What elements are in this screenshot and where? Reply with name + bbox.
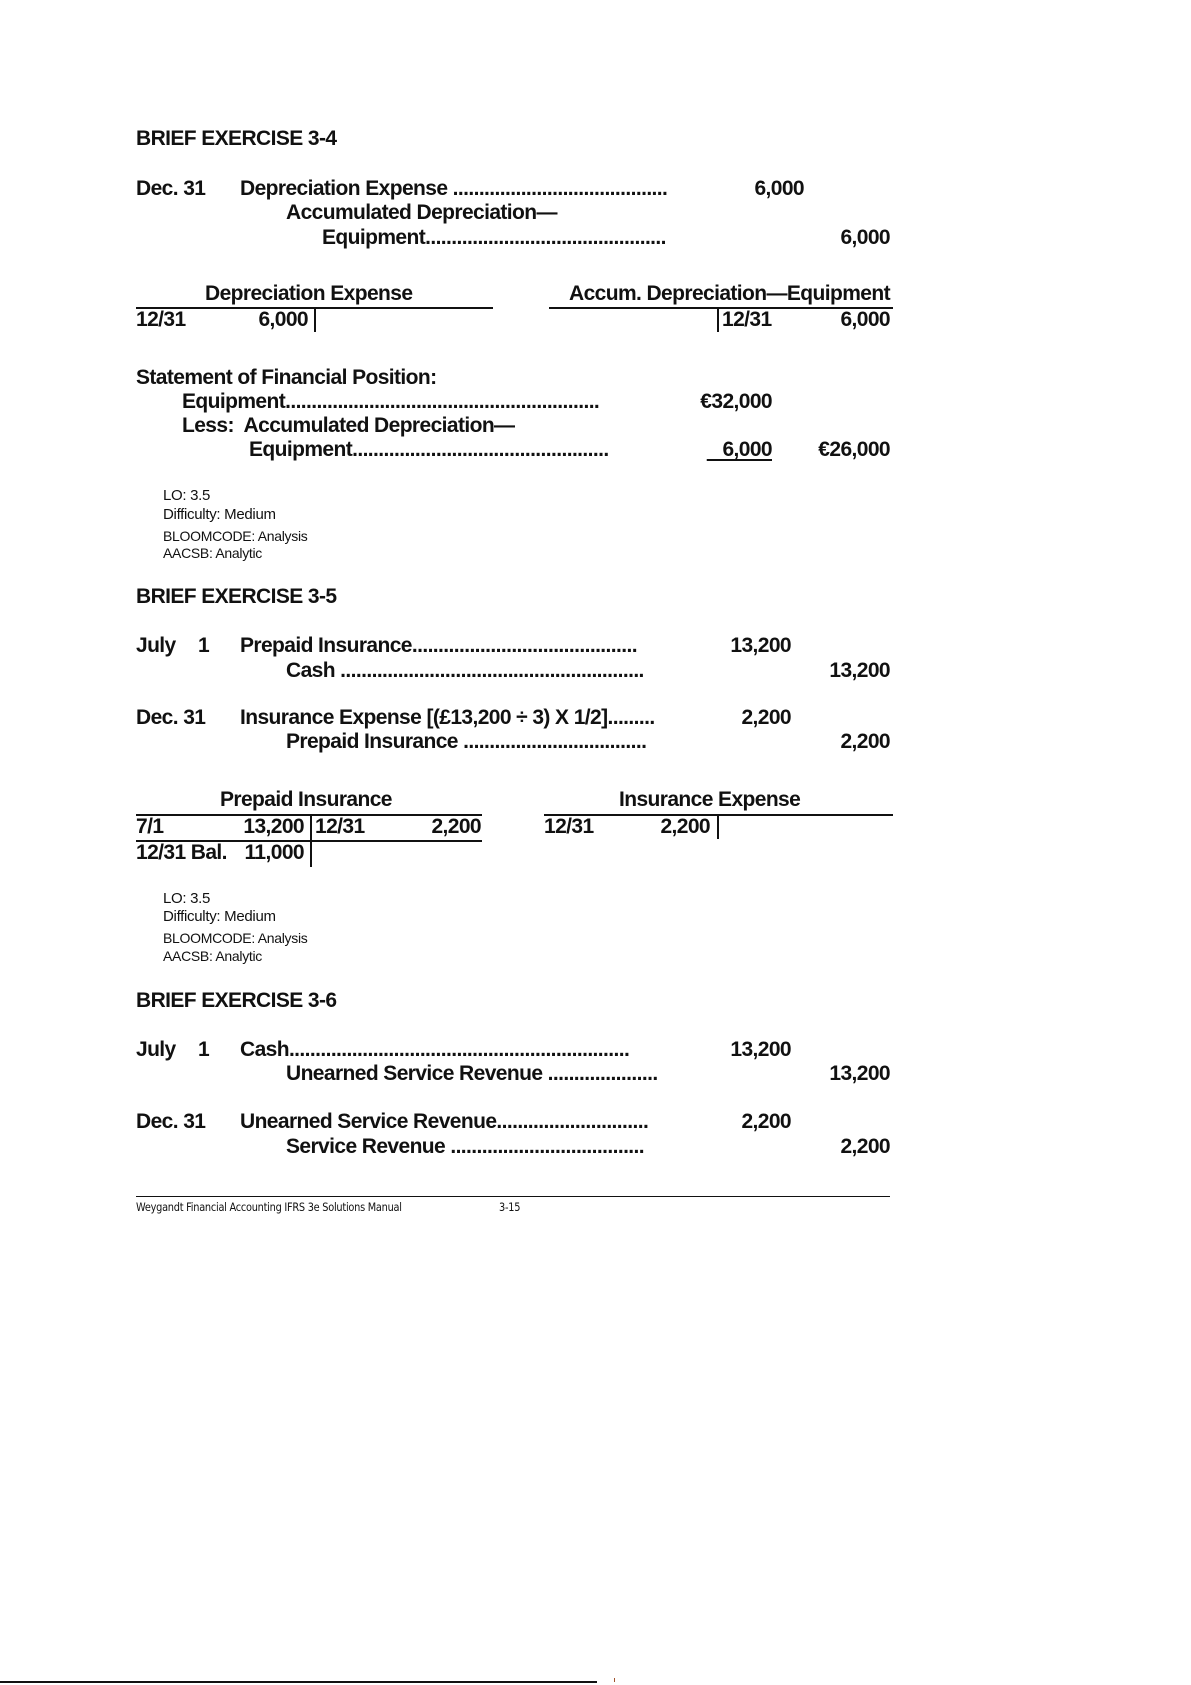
meta-lo: LO: 3.5 bbox=[163, 487, 211, 504]
heading-be-3-5: BRIEF EXERCISE 3-5 bbox=[136, 585, 337, 608]
meta-aacsb: AACSB: Analytic bbox=[163, 545, 262, 561]
entry-month: Dec. 31 bbox=[136, 1110, 206, 1133]
t-left-date: 12/31 bbox=[136, 308, 186, 331]
sfp-equipment: Equipment............................................................ bbox=[182, 390, 600, 413]
meta-bloomcode: BLOOMCODE: Analysis bbox=[163, 930, 308, 946]
debit-amount: 13,200 bbox=[730, 634, 791, 657]
t-left-date: 12/31 bbox=[544, 815, 594, 838]
debit-amount: 2,200 bbox=[741, 1110, 791, 1133]
t-right-amount: 2,200 bbox=[431, 815, 481, 838]
t-account-divider bbox=[314, 308, 316, 332]
t-right-amount: 6,000 bbox=[840, 308, 890, 331]
entry-month: July bbox=[136, 1038, 176, 1061]
t-account-title: Depreciation Expense bbox=[205, 282, 413, 305]
entry-day: 1 bbox=[198, 1038, 210, 1061]
credit-account: Unearned Service Revenue ..................... bbox=[286, 1062, 658, 1085]
debit-amount: 13,200 bbox=[730, 1038, 791, 1061]
t-account-divider bbox=[717, 815, 719, 839]
page-mark bbox=[614, 1678, 615, 1682]
heading-be-3-6: BRIEF EXERCISE 3-6 bbox=[136, 989, 337, 1012]
t-account-rule bbox=[136, 814, 482, 816]
t-account-divider bbox=[717, 308, 719, 332]
credit-amount: 2,200 bbox=[840, 1135, 890, 1158]
t-account-title: Accum. Depreciation—Equipment bbox=[569, 282, 890, 305]
t-left-amount: 2,200 bbox=[660, 815, 710, 838]
entry-day: 1 bbox=[198, 634, 210, 657]
entry-date: Dec. 31 bbox=[136, 177, 206, 200]
debit-account: Cash................................................................. bbox=[240, 1038, 630, 1061]
sfp-less: Less: Accumulated Depreciation— bbox=[182, 414, 515, 437]
sfp-title: Statement of Financial Position: bbox=[136, 366, 437, 389]
credit-amount: 6,000 bbox=[840, 226, 890, 249]
debit-account: Prepaid Insurance........................................... bbox=[240, 634, 637, 657]
credit-amount: 13,200 bbox=[829, 1062, 890, 1085]
entry-month: Dec. 31 bbox=[136, 706, 206, 729]
footer-page-number: 3-15 bbox=[499, 1200, 521, 1214]
t-account-rule bbox=[544, 814, 893, 816]
entry-month: July bbox=[136, 634, 176, 657]
credit-account: Service Revenue ..................................... bbox=[286, 1135, 645, 1158]
sfp-net-amount: €26,000 bbox=[818, 438, 890, 461]
sfp-less-equipment: Equipment................................................. bbox=[249, 438, 609, 461]
sfp-less-amount: 6,000 bbox=[706, 438, 772, 461]
t-right-date: 12/31 bbox=[315, 815, 365, 838]
t-account-title: Insurance Expense bbox=[619, 788, 801, 811]
t-left-amount: 13,200 bbox=[243, 815, 304, 838]
meta-difficulty: Difficulty: Medium bbox=[163, 506, 276, 523]
heading-be-3-4: BRIEF EXERCISE 3-4 bbox=[136, 127, 337, 150]
t-balance-label: 12/31 Bal. bbox=[136, 841, 227, 864]
meta-aacsb: AACSB: Analytic bbox=[163, 948, 262, 964]
t-balance-amount: 11,000 bbox=[244, 841, 304, 864]
t-left-date: 7/1 bbox=[136, 815, 164, 838]
debit-amount: 2,200 bbox=[741, 706, 791, 729]
meta-lo: LO: 3.5 bbox=[163, 890, 211, 907]
credit-amount: 2,200 bbox=[840, 730, 890, 753]
sfp-equipment-amount: €32,000 bbox=[700, 390, 772, 413]
credit-account-line2: Equipment.............................................. bbox=[322, 226, 666, 249]
page-bottom-rule bbox=[0, 1681, 597, 1683]
meta-difficulty: Difficulty: Medium bbox=[163, 908, 276, 925]
credit-account: Prepaid Insurance ................................... bbox=[286, 730, 647, 753]
debit-amount: 6,000 bbox=[754, 177, 804, 200]
credit-account: Cash .......................................................... bbox=[286, 659, 644, 682]
credit-amount: 13,200 bbox=[829, 659, 890, 682]
t-account-title: Prepaid Insurance bbox=[220, 788, 392, 811]
footer-rule bbox=[136, 1196, 890, 1197]
meta-bloomcode: BLOOMCODE: Analysis bbox=[163, 528, 308, 544]
footer-text: Weygandt Financial Accounting IFRS 3e Solutions Manual bbox=[136, 1200, 402, 1214]
debit-account: Insurance Expense [(£13,200 ÷ 3) X 1/2]......... bbox=[240, 706, 655, 729]
t-right-date: 12/31 bbox=[722, 308, 772, 331]
t-left-amount: 6,000 bbox=[258, 308, 308, 331]
debit-account: Unearned Service Revenue............................. bbox=[240, 1110, 649, 1133]
credit-account-line1: Accumulated Depreciation— bbox=[286, 201, 557, 224]
debit-account: Depreciation Expense ......................................... bbox=[240, 177, 668, 200]
